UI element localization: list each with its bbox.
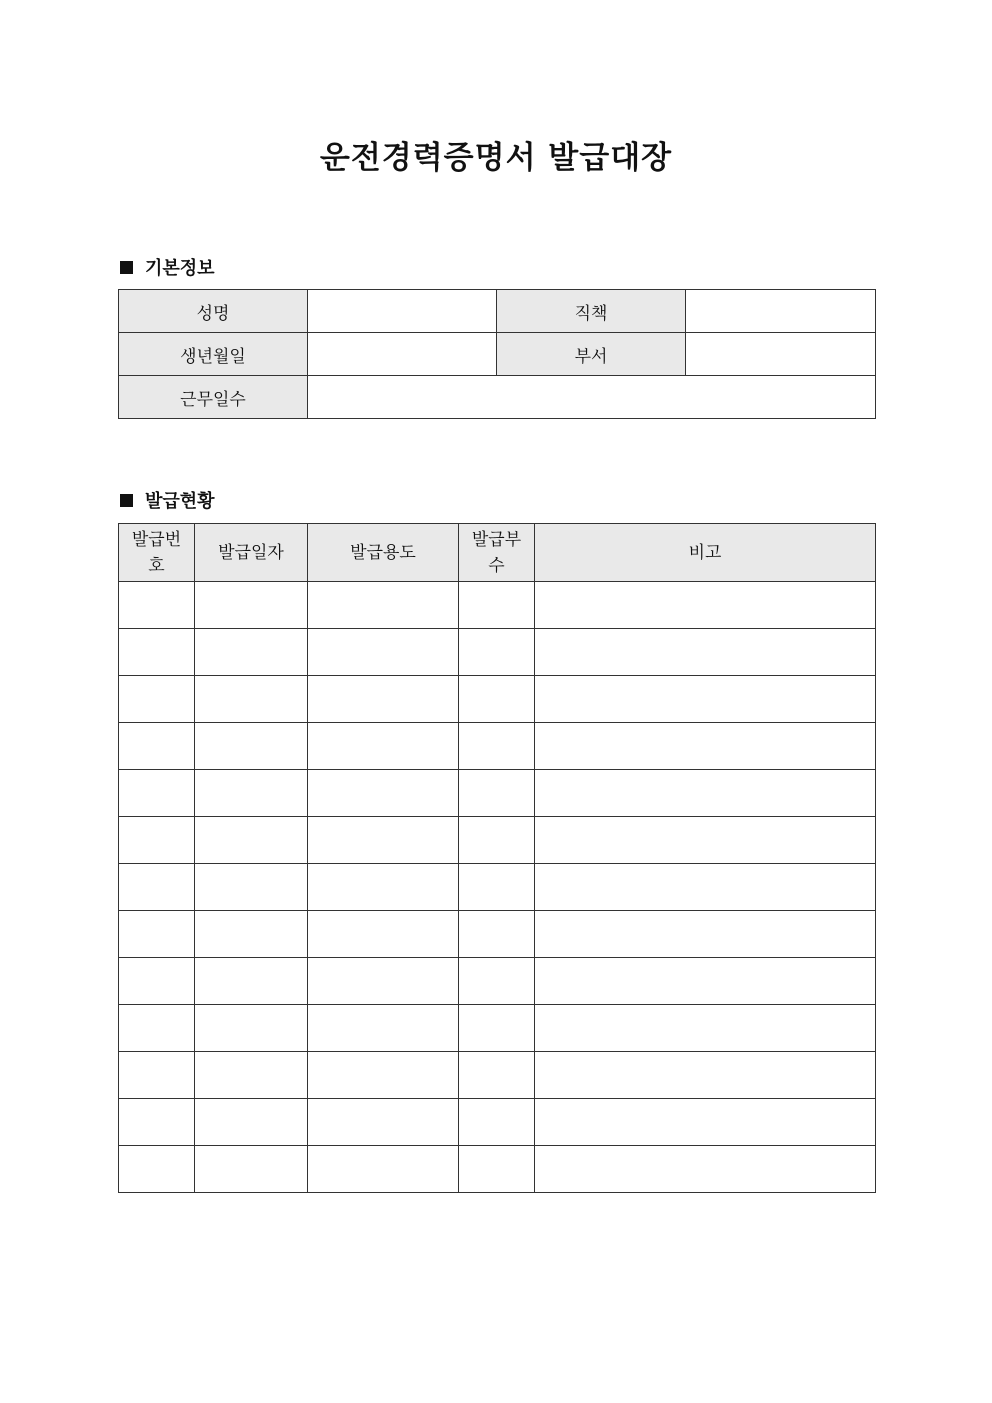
remarks-cell[interactable] bbox=[535, 676, 876, 723]
issue-purpose-header: 발급용도 bbox=[308, 524, 459, 582]
position-label: 직책 bbox=[497, 290, 686, 333]
issue-copies-cell[interactable] bbox=[459, 958, 535, 1005]
remarks-cell[interactable] bbox=[535, 1099, 876, 1146]
issue-number-cell[interactable] bbox=[119, 1146, 195, 1193]
issue-copies-cell[interactable] bbox=[459, 817, 535, 864]
issue-purpose-cell[interactable] bbox=[308, 676, 459, 723]
issue-date-cell[interactable] bbox=[195, 958, 308, 1005]
position-value[interactable] bbox=[686, 290, 876, 333]
issue-copies-header: 발급부 수 bbox=[459, 524, 535, 582]
issuance-header-row bbox=[119, 524, 876, 582]
square-bullet-icon bbox=[120, 261, 133, 274]
birthdate-value[interactable] bbox=[308, 333, 497, 376]
issuance-table bbox=[118, 523, 876, 1193]
remarks-cell[interactable] bbox=[535, 582, 876, 629]
issue-date-cell[interactable] bbox=[195, 1099, 308, 1146]
issue-number-cell[interactable] bbox=[119, 864, 195, 911]
issue-number-cell[interactable] bbox=[119, 582, 195, 629]
issue-purpose-cell[interactable] bbox=[308, 1005, 459, 1052]
issuance-heading bbox=[120, 487, 215, 513]
info-row bbox=[119, 290, 876, 333]
info-row bbox=[119, 376, 876, 419]
remarks-cell[interactable] bbox=[535, 723, 876, 770]
name-label: 성명 bbox=[119, 290, 308, 333]
issue-number-cell[interactable] bbox=[119, 911, 195, 958]
remarks-cell[interactable] bbox=[535, 629, 876, 676]
issue-number-cell[interactable] bbox=[119, 1099, 195, 1146]
issue-date-cell[interactable] bbox=[195, 629, 308, 676]
issue-copies-cell[interactable] bbox=[459, 723, 535, 770]
basic-info-heading bbox=[120, 254, 215, 280]
remarks-cell[interactable] bbox=[535, 911, 876, 958]
issue-copies-cell[interactable] bbox=[459, 676, 535, 723]
issue-number-cell[interactable] bbox=[119, 1005, 195, 1052]
issue-number-cell[interactable] bbox=[119, 676, 195, 723]
issue-copies-cell[interactable] bbox=[459, 1052, 535, 1099]
remarks-cell[interactable] bbox=[535, 1005, 876, 1052]
issue-date-cell[interactable] bbox=[195, 582, 308, 629]
table-row bbox=[119, 629, 876, 676]
table-row bbox=[119, 723, 876, 770]
issuance-heading-text: 발급현황 bbox=[145, 491, 215, 512]
work-days-label: 근무일수 bbox=[119, 376, 308, 419]
issue-date-cell[interactable] bbox=[195, 817, 308, 864]
page-title: 운전경력증명서 발급대장 bbox=[319, 140, 673, 176]
issue-date-cell[interactable] bbox=[195, 1052, 308, 1099]
remarks-cell[interactable] bbox=[535, 817, 876, 864]
issue-purpose-cell[interactable] bbox=[308, 1099, 459, 1146]
issue-copies-cell[interactable] bbox=[459, 629, 535, 676]
table-row bbox=[119, 770, 876, 817]
table-row bbox=[119, 676, 876, 723]
issue-purpose-cell[interactable] bbox=[308, 1052, 459, 1099]
remarks-cell[interactable] bbox=[535, 1052, 876, 1099]
issue-number-header: 발급번 호 bbox=[119, 524, 195, 582]
issue-purpose-cell[interactable] bbox=[308, 1146, 459, 1193]
issue-date-cell[interactable] bbox=[195, 1146, 308, 1193]
issue-number-cell[interactable] bbox=[119, 723, 195, 770]
issue-purpose-cell[interactable] bbox=[308, 723, 459, 770]
issue-copies-cell[interactable] bbox=[459, 864, 535, 911]
department-value[interactable] bbox=[686, 333, 876, 376]
issue-date-cell[interactable] bbox=[195, 676, 308, 723]
issue-purpose-cell[interactable] bbox=[308, 817, 459, 864]
remarks-cell[interactable] bbox=[535, 770, 876, 817]
basic-info-heading-text: 기본정보 bbox=[145, 258, 215, 279]
table-row bbox=[119, 864, 876, 911]
issue-copies-cell[interactable] bbox=[459, 1146, 535, 1193]
remarks-cell[interactable] bbox=[535, 958, 876, 1005]
name-value[interactable] bbox=[308, 290, 497, 333]
issue-date-cell[interactable] bbox=[195, 770, 308, 817]
issue-number-cell[interactable] bbox=[119, 629, 195, 676]
info-row bbox=[119, 333, 876, 376]
table-row bbox=[119, 911, 876, 958]
table-row bbox=[119, 817, 876, 864]
table-row bbox=[119, 958, 876, 1005]
issue-purpose-cell[interactable] bbox=[308, 958, 459, 1005]
issue-copies-cell[interactable] bbox=[459, 1099, 535, 1146]
remarks-cell[interactable] bbox=[535, 864, 876, 911]
issue-number-cell[interactable] bbox=[119, 770, 195, 817]
issue-copies-cell[interactable] bbox=[459, 911, 535, 958]
issue-purpose-cell[interactable] bbox=[308, 629, 459, 676]
issue-date-header: 발급일자 bbox=[195, 524, 308, 582]
table-row bbox=[119, 1052, 876, 1099]
issue-date-cell[interactable] bbox=[195, 864, 308, 911]
issue-number-cell[interactable] bbox=[119, 817, 195, 864]
issue-date-cell[interactable] bbox=[195, 1005, 308, 1052]
department-label: 부서 bbox=[497, 333, 686, 376]
issue-purpose-cell[interactable] bbox=[308, 864, 459, 911]
table-row bbox=[119, 1005, 876, 1052]
table-row bbox=[119, 1146, 876, 1193]
issue-number-cell[interactable] bbox=[119, 958, 195, 1005]
issue-copies-cell[interactable] bbox=[459, 1005, 535, 1052]
issue-copies-cell[interactable] bbox=[459, 582, 535, 629]
remarks-header: 비고 bbox=[535, 524, 876, 582]
issue-number-cell[interactable] bbox=[119, 1052, 195, 1099]
basic-info-table bbox=[118, 289, 876, 419]
work-days-value[interactable] bbox=[308, 376, 876, 419]
birthdate-label: 생년월일 bbox=[119, 333, 308, 376]
issue-purpose-cell[interactable] bbox=[308, 770, 459, 817]
table-row bbox=[119, 582, 876, 629]
issue-date-cell[interactable] bbox=[195, 723, 308, 770]
issue-copies-cell[interactable] bbox=[459, 770, 535, 817]
issue-date-cell[interactable] bbox=[195, 911, 308, 958]
remarks-cell[interactable] bbox=[535, 1146, 876, 1193]
square-bullet-icon bbox=[120, 494, 133, 507]
issue-purpose-cell[interactable] bbox=[308, 582, 459, 629]
issue-purpose-cell[interactable] bbox=[308, 911, 459, 958]
table-row bbox=[119, 1099, 876, 1146]
